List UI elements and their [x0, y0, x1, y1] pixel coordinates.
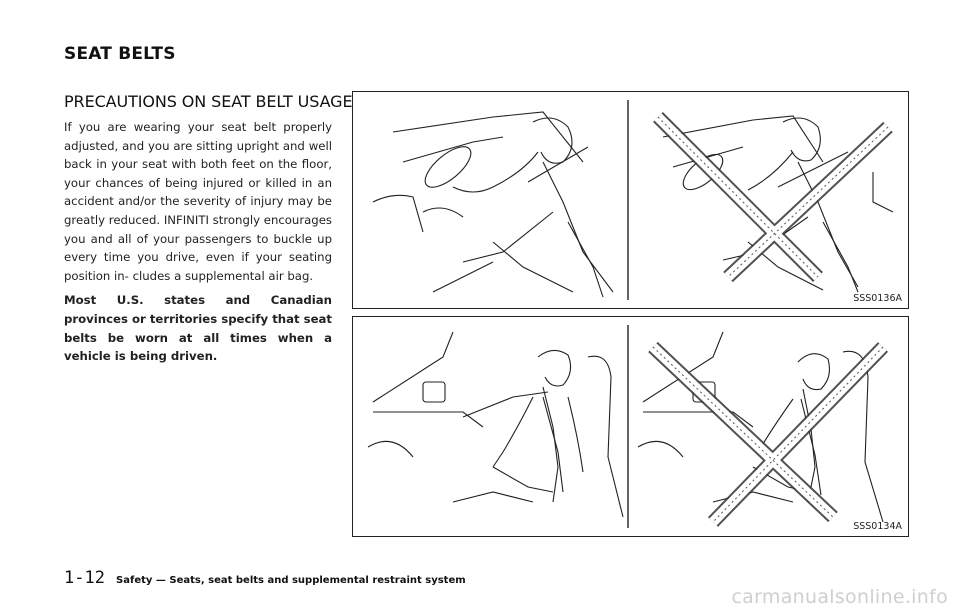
seat-recline-illustration: [353, 317, 908, 536]
watermark: carmanualsonline.info: [731, 586, 948, 608]
page-footer: [64, 568, 466, 588]
paragraph-intro: If you are wearing your seat belt properly adjusted, and you are sitting upright and well back in your seat with both feet on the floor, your chances of being injured or killed in an accident and/or the severity of injury may be greatly reduced. INFINITI strongly encourages you and all of your passengers to buckle up every time you drive, even if your seating position in- cludes a supplemental air bag.: [64, 120, 332, 283]
figure-seat-recline: [352, 316, 909, 537]
section-title: SEAT BELTS: [64, 44, 176, 64]
figure-code: SSS0136A: [853, 293, 902, 304]
seating-posture-illustration: [353, 92, 908, 308]
paragraph-law-note: Most U.S. states and Canadian provinces or territories specify that seat belts be worn at all times when a vehicle is being driven.: [64, 293, 332, 364]
figure-seating-posture: [352, 91, 909, 309]
figure-code: SSS0134A: [853, 521, 902, 532]
page-number: 1-12: [64, 568, 105, 588]
body-text: [64, 118, 332, 372]
footer-chapter-title: Safety — Seats, seat belts and supplemental restraint system: [116, 575, 466, 586]
subsection-heading: PRECAUTIONS ON SEAT BELT USAGE: [64, 92, 353, 111]
